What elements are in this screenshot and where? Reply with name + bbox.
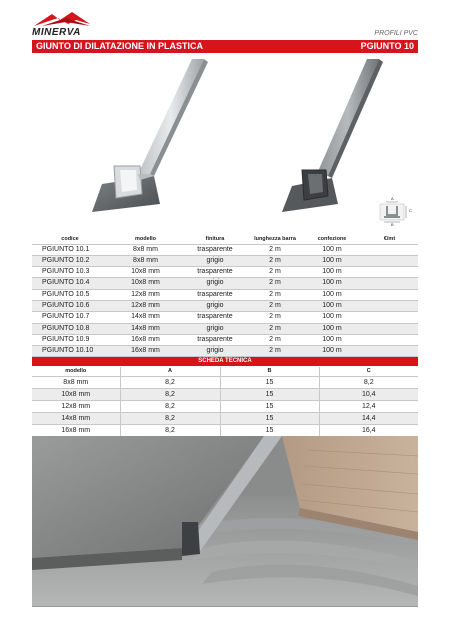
table-cell: 2 m [247,300,303,311]
column-header: A [120,367,220,376]
table-cell: 8,2 [120,376,220,388]
table-cell: PGIUNTO 10.10 [32,346,108,357]
table-cell: 14x8 mm [108,312,183,323]
table-row [32,267,418,278]
table-cell: PGIUNTO 10.4 [32,278,108,289]
column-header: modello [32,367,120,376]
table-cell [361,255,418,266]
table-cell: 15 [220,400,319,412]
product-photo-transparent [42,54,212,229]
table-cell: PGIUNTO 10.8 [32,323,108,334]
table-row [32,278,418,289]
table-row [32,323,418,334]
table-cell [361,267,418,278]
page-header [32,10,418,38]
table-cell: 8,2 [120,400,220,412]
table-row [32,400,418,412]
installation-photo [32,436,418,606]
table-cell [361,278,418,289]
table-cell: 8,2 [120,424,220,436]
table-cell: 14,4 [319,412,418,424]
table-cell: 8x8 mm [108,255,183,266]
table-cell [361,300,418,311]
table-cell: 12,4 [319,400,418,412]
table-cell: 15 [220,376,319,388]
table-cell [361,323,418,334]
table-cell: trasparente [183,267,247,278]
table-row [32,312,418,323]
table-cell [361,312,418,323]
table-cell: 2 m [247,323,303,334]
tech-sheet-title: SCHEDA TECNICA [32,357,418,366]
table-row [32,346,418,357]
table-cell: 100 m [303,255,361,266]
diagram-label-c: C [409,208,412,213]
table-cell: PGIUNTO 10.6 [32,300,108,311]
table-cell: grigio [183,346,247,357]
table-cell [361,334,418,345]
table-cell: 8,2 [120,412,220,424]
title-bar [32,40,418,53]
diagram-label-b: B [391,222,394,227]
table-cell: trasparente [183,244,247,255]
diagram-label-a: A [391,196,394,201]
table-cell: 2 m [247,267,303,278]
table-cell: 8,2 [120,388,220,400]
product-title: GIUNTO DI DILATAZIONE IN PLASTICA [36,41,203,51]
column-header: confezione [303,234,361,244]
table-cell: PGIUNTO 10.3 [32,267,108,278]
table-cell: 14x8 mm [108,323,183,334]
table-cell: 10x8 mm [108,267,183,278]
category-label: PROFILI PVC [374,30,418,37]
table-cell: 16x8 mm [108,346,183,357]
table-cell: 12x8 mm [108,300,183,311]
table-cell: 8x8 mm [108,244,183,255]
table-cell: 12x8 mm [32,400,120,412]
table-row [32,424,418,436]
column-header: finitura [183,234,247,244]
table-cell: 12x8 mm [108,289,183,300]
product-table [32,234,418,357]
table-cell: trasparente [183,289,247,300]
table-cell: 10,4 [319,388,418,400]
table-cell: 100 m [303,300,361,311]
table-cell: 2 m [247,244,303,255]
table-cell: grigio [183,300,247,311]
table-cell: 16x8 mm [32,424,120,436]
product-code: PGIUNTO 10 [360,41,414,51]
table-cell [361,346,418,357]
bottom-rule [32,606,418,607]
product-table-header [32,234,418,244]
table-cell: grigio [183,323,247,334]
table-cell: 15 [220,424,319,436]
table-cell: 16x8 mm [108,334,183,345]
table-cell: 2 m [247,312,303,323]
tech-table-header [32,367,418,376]
table-cell: 100 m [303,278,361,289]
table-cell: 100 m [303,334,361,345]
table-cell: PGIUNTO 10.7 [32,312,108,323]
table-row [32,376,418,388]
table-cell: trasparente [183,312,247,323]
table-cell: 8x8 mm [32,376,120,388]
table-cell: PGIUNTO 10.5 [32,289,108,300]
column-header: lunghezza barra [247,234,303,244]
table-cell: 2 m [247,334,303,345]
table-row [32,300,418,311]
table-cell: 15 [220,412,319,424]
table-row [32,289,418,300]
table-cell: 100 m [303,312,361,323]
table-cell: grigio [183,278,247,289]
table-row [32,412,418,424]
table-cell: 10x8 mm [108,278,183,289]
table-cell: 100 m [303,346,361,357]
table-cell: 100 m [303,289,361,300]
table-cell [361,289,418,300]
table-cell: 2 m [247,289,303,300]
table-cell: PGIUNTO 10.9 [32,334,108,345]
table-cell: 16,4 [319,424,418,436]
column-header: B [220,367,319,376]
product-photo-grey [232,54,392,229]
table-cell: trasparente [183,334,247,345]
brand-name: MINERVA [32,27,81,38]
tech-sheet-table [32,367,418,437]
table-cell: 100 m [303,244,361,255]
table-row [32,244,418,255]
table-cell: 100 m [303,267,361,278]
table-row [32,255,418,266]
table-row [32,334,418,345]
table-cell: PGIUNTO 10.2 [32,255,108,266]
table-cell: 8,2 [319,376,418,388]
column-header: €/mt [361,234,418,244]
column-header: codice [32,234,108,244]
table-cell: 15 [220,388,319,400]
column-header: modello [108,234,183,244]
product-photos [32,54,418,229]
table-cell: grigio [183,255,247,266]
table-cell: 2 m [247,278,303,289]
table-cell: 14x8 mm [32,412,120,424]
column-header: C [319,367,418,376]
table-cell: PGIUNTO 10.1 [32,244,108,255]
table-cell [361,244,418,255]
table-cell: 10x8 mm [32,388,120,400]
table-cell: 100 m [303,323,361,334]
table-row [32,388,418,400]
table-cell: 2 m [247,255,303,266]
table-cell: 2 m [247,346,303,357]
